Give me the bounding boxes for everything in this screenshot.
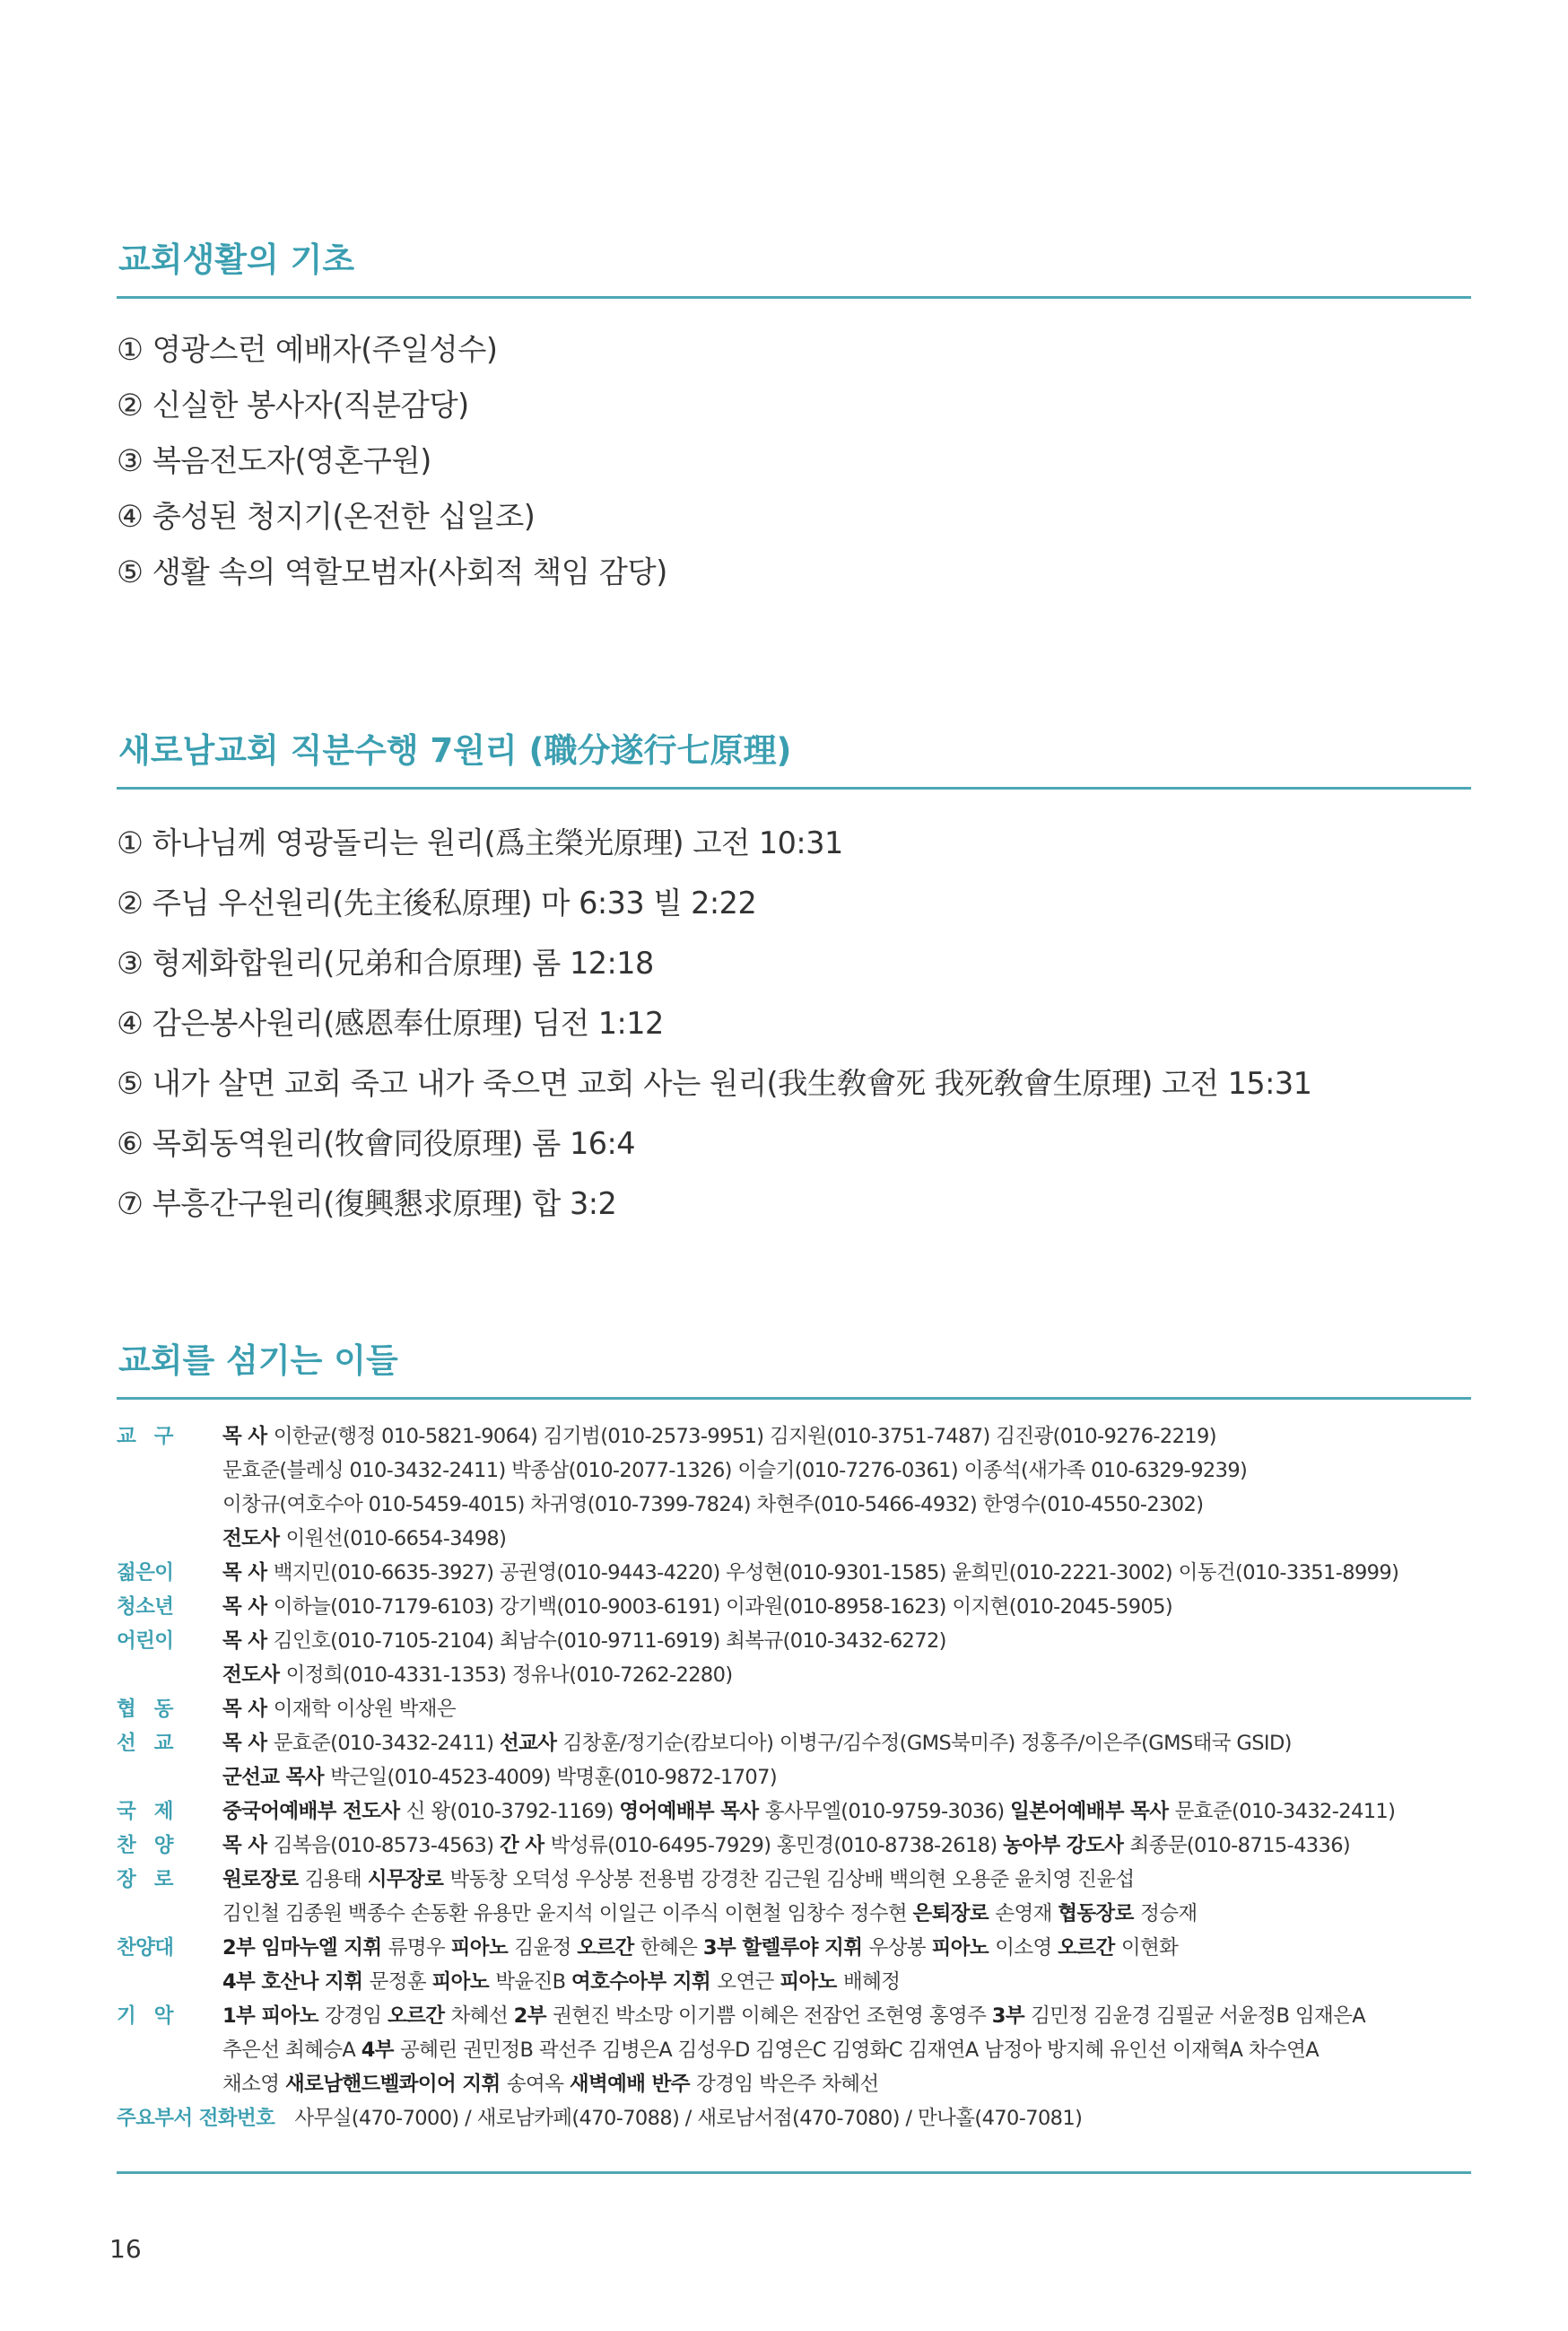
role-title: 1부 피아노: [222, 2004, 326, 2029]
staff-names: 박윤진B: [495, 1970, 571, 1995]
list-item: ⑥ 목회동역원리(牧會同役原理) 롬 16:4: [117, 1126, 635, 1162]
role-title: 중국어예배부 전도사: [222, 1800, 406, 1824]
row-label: 젊은이: [117, 1561, 174, 1585]
list-item: ② 신실한 봉사자(직분감당): [117, 388, 469, 423]
row-label: 교구: [117, 1425, 192, 1449]
staff-names: 문효준(010-3432-2411): [273, 1732, 500, 1756]
staff-names: 김민정 김윤경 김필균 서윤정B 임재은A: [1031, 2004, 1366, 2029]
staff-names: 권현진 박소망 이기쁨 이혜은 전잠언 조현영 홍영주: [553, 2004, 992, 2029]
staff-names: 송여옥: [506, 2073, 570, 2097]
row-line: [222, 1454, 1471, 1488]
role-title: 시무장로: [367, 1868, 450, 1892]
staff-names: 배혜정: [843, 1970, 901, 1995]
staff-names: 김윤정: [514, 1936, 578, 1960]
role-title: 4부: [361, 2039, 401, 2063]
row-label: 장로: [117, 1868, 192, 1892]
staff-names: 차혜선: [450, 2004, 514, 2029]
phone-directory: [117, 2101, 1471, 2135]
role-title: 은퇴장로: [912, 1902, 996, 1926]
table-row: [117, 1829, 1471, 1863]
role-title: 여호수아부 지휘: [571, 1970, 718, 1995]
row-line: [222, 1760, 1471, 1794]
table-row: [117, 1624, 1471, 1692]
table-row: [117, 1726, 1471, 1794]
row-line: [222, 1556, 1471, 1590]
row-line: [222, 1829, 1471, 1863]
staff-names: 문효준(010-3432-2411): [1174, 1800, 1396, 1824]
role-title: 목 사: [222, 1629, 274, 1654]
table-row: [117, 1999, 1471, 2101]
role-title: 2부: [513, 2004, 553, 2029]
role-title: 일본어예배부 목사: [1010, 1800, 1175, 1824]
list-item: ③ 복음전도자(영혼구원): [117, 443, 431, 479]
row-content: [222, 1863, 1471, 1931]
staff-names: 김복음(010-8573-4563): [273, 1834, 500, 1858]
list-item: ⑤ 내가 살면 교회 죽고 내가 죽으면 교회 사는 원리(我生敎會死 我死敎會生原理) 고전 15:31: [117, 1066, 1312, 1102]
role-title: 선교사: [499, 1732, 563, 1756]
phone-directory-label: 주요부서 전화번호: [117, 2107, 275, 2131]
section-divider: [117, 787, 1471, 790]
list-item: ⑦ 부흥간구원리(復興懇求原理) 합 3:2: [117, 1186, 617, 1222]
role-title: 전도사: [222, 1663, 286, 1688]
staff-names: 이재학 이상원 박재은: [273, 1698, 457, 1722]
staff-names: 박근일(010-4523-4009) 박명훈(010-9872-1707): [330, 1766, 778, 1790]
row-label: 협동: [117, 1698, 192, 1722]
section-divider: [117, 1397, 1471, 1400]
role-title: 새벽예배 반주: [569, 2073, 697, 2097]
row-line: [222, 1794, 1471, 1829]
row-label: 선교: [117, 1732, 192, 1756]
staff-names: 강경임: [325, 2004, 388, 2029]
staff-names: 한혜은: [640, 1936, 703, 1960]
row-line: [222, 1590, 1471, 1624]
staff-names: 손영재: [995, 1902, 1058, 1926]
row-line: [222, 1863, 1471, 1897]
list-item: ① 하나님께 영광돌리는 원리(爲主榮光原理) 고전 10:31: [117, 825, 843, 861]
row-line: [222, 2067, 1471, 2101]
row-content: [222, 1419, 1471, 1556]
section-church-life-basics: [117, 240, 1471, 600]
role-title: 목 사: [222, 1425, 274, 1449]
staff-names: 박성류(010-6495-7929) 홍민경(010-8738-2618): [550, 1834, 1004, 1858]
section-title: 교회를 섬기는 이들: [118, 1341, 398, 1380]
row-label: 찬양대: [117, 1936, 174, 1960]
row-label: 기악: [117, 2004, 192, 2029]
role-title: 피아노: [780, 1970, 844, 1995]
staff-names: 이정희(010-4331-1353) 정유나(010-7262-2280): [285, 1663, 733, 1688]
role-title: 목 사: [222, 1834, 274, 1858]
row-line: [222, 1897, 1471, 1931]
role-title: 피아노: [450, 1936, 515, 1960]
principle-list: [117, 813, 1471, 1234]
role-title: 목 사: [222, 1561, 274, 1585]
section-staff-directory: [117, 1341, 1471, 2135]
table-row: [117, 1590, 1471, 1624]
staff-names: 류명우: [388, 1936, 451, 1960]
role-title: 2부 임마누엘 지휘: [222, 1936, 388, 1960]
role-title: 오르간: [1058, 1936, 1121, 1960]
section-divider: [117, 296, 1471, 299]
phone-directory-text: 사무실(470-7000) / 새로남카페(470-7088) / 새로남서점(470-7080) / 만나홀(470-7081): [294, 2107, 1083, 2131]
row-content: [222, 1624, 1471, 1692]
section-title: 교회생활의 기초: [118, 240, 355, 279]
staff-names: 이하늘(010-7179-6103) 강기백(010-9003-6191) 이과원(010-8958-1623) 이지현(010-2045-5905): [273, 1595, 1173, 1619]
list-item: ④ 감은봉사원리(感恩奉仕原理) 딤전 1:12: [117, 1006, 664, 1042]
list-item: ⑤ 생활 속의 역할모범자(사회적 책임 감당): [117, 554, 667, 590]
staff-names: 김인철 김종원 백종수 손동환 유용만 윤지석 이일근 이주식 이현철 임창수 정수현: [222, 1902, 913, 1926]
staff-names: 김인호(010-7105-2104) 최남수(010-9711-6919) 최복규(010-3432-6272): [273, 1629, 946, 1654]
role-title: 오르간: [577, 1936, 640, 1960]
row-label: 국제: [117, 1800, 192, 1824]
row-content: [222, 1556, 1471, 1590]
row-line: [222, 1522, 1471, 1556]
page-number: 16: [109, 2234, 142, 2264]
list-item: ② 주님 우선원리(先主後私原理) 마 6:33 빌 2:22: [117, 886, 757, 921]
role-title: 간 사: [499, 1834, 551, 1858]
staff-names: 신 왕(010-3792-1169): [405, 1800, 620, 1824]
role-title: 목 사: [222, 1698, 274, 1722]
staff-names: 이현화: [1120, 1936, 1179, 1960]
row-line: [222, 1692, 1471, 1726]
staff-names: 이소영: [995, 1936, 1058, 1960]
row-line: [222, 1965, 1471, 1999]
role-title: 오르간: [388, 2004, 451, 2029]
table-row: [117, 1794, 1471, 1829]
row-label: 어린이: [117, 1629, 174, 1654]
table-row: [117, 1419, 1471, 1556]
row-label: 찬양: [117, 1834, 192, 1858]
list-item: ④ 충성된 청지기(온전한 십일조): [117, 499, 536, 535]
row-content: [222, 1794, 1471, 1829]
staff-names: 홍사무엘(010-9759-3036): [764, 1800, 1011, 1824]
role-title: 전도사: [222, 1527, 286, 1551]
row-content: [222, 1692, 1471, 1726]
principle-list: [117, 322, 1471, 600]
row-line: [222, 1419, 1471, 1454]
row-content: [222, 1726, 1471, 1794]
row-line: [222, 1658, 1471, 1692]
role-title: 농아부 강도사: [1003, 1834, 1130, 1858]
table-row: [117, 1556, 1471, 1590]
staff-names: 강경임 박은주 차혜선: [696, 2073, 879, 2097]
row-line: [222, 1488, 1471, 1522]
row-line: [222, 1999, 1471, 2033]
table-row: [117, 1692, 1471, 1726]
role-title: 목 사: [222, 1732, 274, 1756]
row-line: [222, 1726, 1471, 1760]
row-content: [222, 1829, 1471, 1863]
row-label: 청소년: [117, 1595, 174, 1619]
staff-names: 추은선 최혜승A: [222, 2039, 362, 2063]
staff-names: 오연근: [717, 1970, 780, 1995]
row-line: [222, 1624, 1471, 1658]
staff-names: 채소영: [222, 2073, 285, 2097]
staff-names: 이창규(여호수아 010-5459-4015) 차귀영(010-7399-7824) 차현주(010-5466-4932) 한영수(010-4550-2302): [222, 1493, 1204, 1517]
staff-names: 정승재: [1140, 1902, 1198, 1926]
staff-names: 백지민(010-6635-3927) 공권영(010-9443-4220) 우성현(010-9301-1585) 윤희민(010-2221-3002) 이동건(010-3351-8999): [273, 1561, 1399, 1585]
row-line: [222, 1931, 1471, 1965]
staff-names: 우상봉: [868, 1936, 932, 1960]
staff-names: 문효준(블레싱 010-3432-2411) 박종삼(010-2077-1326) 이슬기(010-7276-0361) 이종석(새가족 010-6329-9239): [222, 1459, 1248, 1483]
staff-names: 김창훈/정기순(캄보디아) 이병구/김수정(GMS북미주) 정홍주/이은주(GMS태국 GSID): [562, 1732, 1292, 1756]
staff-names: 최종문(010-8715-4336): [1129, 1834, 1351, 1858]
role-title: 원로장로: [222, 1868, 305, 1892]
role-title: 피아노: [931, 1936, 996, 1960]
role-title: 협동장로: [1058, 1902, 1141, 1926]
staff-names: 김용태: [304, 1868, 368, 1892]
staff-table: [117, 1419, 1471, 2101]
list-item: ① 영광스런 예배자(주일성수): [117, 332, 498, 368]
row-content: [222, 1999, 1471, 2101]
row-content: [222, 1931, 1471, 1999]
role-title: 영어예배부 목사: [619, 1800, 765, 1824]
section-title: 새로남교회 직분수행 7원리 (職分遂行七原理): [118, 731, 792, 770]
row-line: [222, 2033, 1471, 2067]
table-row: [117, 1863, 1471, 1931]
row-content: [222, 1590, 1471, 1624]
role-title: 3부 할렐루야 지휘: [702, 1936, 869, 1960]
list-item: ③ 형제화합원리(兄弟和合原理) 롬 12:18: [117, 946, 654, 982]
role-title: 군선교 목사: [222, 1766, 331, 1790]
staff-names: 이원선(010-6654-3498): [285, 1527, 507, 1551]
role-title: 4부 호산나 지휘: [222, 1970, 370, 1995]
staff-names: 공혜린 권민정B 곽선주 김병은A 김성우D 김영은C 김영화C 김재연A 남정아 방지혜 유인선 이재혁A 차수연A: [400, 2039, 1319, 2063]
staff-names: 이한균(행정 010-5821-9064) 김기범(010-2573-9951) 김지원(010-3751-7487) 김진광(010-9276-2219): [273, 1425, 1216, 1449]
role-title: 3부: [991, 2004, 1032, 2029]
role-title: 새로남핸드벨콰이어 지휘: [284, 2073, 507, 2097]
role-title: 피아노: [431, 1970, 496, 1995]
footer-divider: [117, 2171, 1471, 2174]
role-title: 목 사: [222, 1595, 274, 1619]
staff-names: 문정훈: [369, 1970, 432, 1995]
section-seven-principles: [117, 731, 1471, 1234]
table-row: [117, 1931, 1471, 1999]
staff-names: 박동창 오덕성 우상봉 전용범 강경찬 김근원 김상배 백의현 오용준 윤치영 진윤섭: [449, 1868, 1135, 1892]
